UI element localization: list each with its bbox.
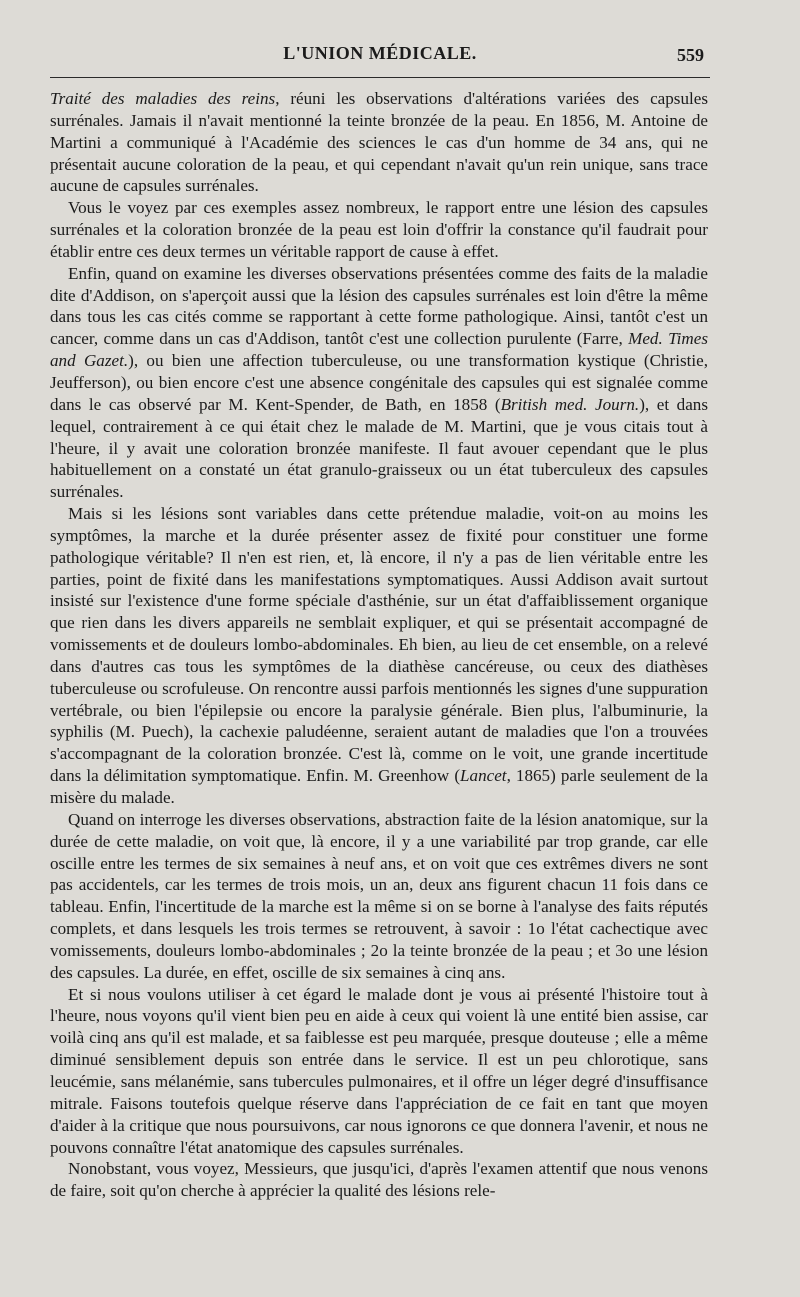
text-run: , réuni les observations d'altérations variées des capsules surrénales. Jamais il n'avait mentionné la teinte bronzée de la peau. En 1856, M. Antoine de Martini a communiqué à l'Académie des sciences le cas d'un homme de 34 ans, qui ne présentait aucune coloration de la peau, et qui cependant n'avait qu'un rein unique, sans trace aucune de capsules surrénales. <box>50 89 708 196</box>
italic-citation: Lancet <box>460 766 507 786</box>
paragraph <box>50 88 708 197</box>
paragraph <box>50 263 708 503</box>
italic-citation: Traité des maladies des reins <box>50 89 276 108</box>
text-run: , 1865) parle seulement de la misère du malade. <box>50 766 708 807</box>
header-rule <box>50 77 710 78</box>
paragraph <box>50 1158 708 1202</box>
paragraph <box>50 984 708 1159</box>
running-title: L'UNION MÉDICALE. <box>283 43 477 63</box>
page-number: 559 <box>677 45 704 65</box>
italic-citation: Med. Times and Gazet. <box>50 329 708 371</box>
italic-citation: British med. Journ. <box>500 394 640 414</box>
text-run: Mais si les lésions sont variables dans cette prétendue maladie, voit-on au moins les symptômes, la marche et la durée présenter assez de fixité pour constituer une forme pathologique véritable? Il n'en est rien, et, là encore, il n'y a pas de lien véritable entre les parties, point de fixité dans les manifestations symptomatiques. Aussi Addison avait surtout insisté sur l'existence d'une forme spéciale d'asthénie, sur un état d'affaiblissement organique que rien dans les divers appareils ne semblait expliquer, et qui se présentait accompagné de vomissements et de douleurs lombo-abdominales. Eh bien, au lieu de cet ensemble, on a relevé dans d'autres cas tous les symptômes de la diathèse cancéreuse, ou ceux des diathèses tuberculeuse ou scrofuleuse. On rencontre aussi parfois mentionnés les signes d'une suppuration vertébrale, ou bien l'épilepsie ou encore la paralysie générale. Bien plus, l'albuminurie, la syphilis (M. Puech), la cachexie paludéenne, seraient autant de maladies que l'on a trouvées s'accompagnant de la coloration bronzée. C'est là, comme on le voit, une grande incertitude dans la délimitation symptomatique. Enfin. M. Greenhow ( <box>50 504 708 786</box>
paragraph <box>50 197 708 263</box>
body-text <box>50 88 708 1202</box>
page-header <box>50 43 710 75</box>
text-run: Et si nous voulons utiliser à cet égard le malade dont je vous ai présenté l'histoire tout à l'heure, nous voyons qu'il vient bien peu en aide à ceux qui voient là une entité bien assise, car voilà cinq ans qu'il est malade, et sa faiblesse est peu marquée, presque douteuse ; elle a même diminué sensiblement depuis son entrée dans le service. Il est un peu chlorotique, sans leucémie, sans mélanémie, sans tubercules pulmonaires, et il offre un léger degré d'insuffisance mitrale. Faisons toutefois quelque réserve dans l'appréciation de ce fait en tant que moyen d'aider à la critique que nous poursuivons, car nous ignorons ce que donnera l'avenir, et nous ne pouvons connaître l'état anatomique des capsules surrénales. <box>50 984 708 1157</box>
text-run: Quand on interroge les diverses observations, abstraction faite de la lésion anatomique, sur la durée de cette maladie, on voit que, là encore, il y a une variabilité par trop grande, car elle oscille entre les termes de six semaines à neuf ans, et on voit que ces extrêmes divers ne sont pas accidentels, car les termes de trois mois, un an, deux ans figurent chacun 11 fois dans ce tableau. Enfin, l'incertitude de la marche est la même si on se borne à l'analyse des faits réputés complets, et dans lesquels les trois termes se retrouvent, à savoir : 1o l'état cachectique avec vomissements, douleurs lombo-abdominales ; 2o la teinte bronzée de la peau ; et 3o une lésion des capsules. La durée, en effet, oscille de six semaines à cinq ans. <box>50 809 708 982</box>
text-run: Enfin, quand on examine les diverses observations présentées comme des faits de la maladie dite d'Addison, on s'aperçoit aussi que la lésion des capsules surrénales est loin d'être la même dans tous les cas cités comme se rapportant à cette forme pathologique. Ainsi, tantôt c'est un cancer, comme dans un cas d'Addison, tantôt c'est une collection purulente (Farre, <box>50 263 708 349</box>
text-run: Nonobstant, vous voyez, Messieurs, que jusqu'ici, d'après l'examen attentif que nous venons de faire, soit qu'on cherche à apprécier la qualité des lésions rele- <box>50 1159 708 1201</box>
paragraph <box>50 503 708 809</box>
text-run: Vous le voyez par ces exemples assez nombreux, le rapport entre une lésion des capsules surrénales et la coloration bronzée de la peau est loin d'offrir la constance qu'il faudrait pour établir entre ces deux termes un véritable rapport de cause à effet. <box>50 198 708 261</box>
paragraph <box>50 809 708 984</box>
text-run: ), ou bien une affection tuberculeuse, ou une transformation kystique (Christie, Jeufferson), ou bien encore c'est une absence congénitale des capsules qui est signalée comme dans le cas observé par M. Kent-Spender, de Bath, en 1858 ( <box>50 351 708 414</box>
text-run: ), et dans lequel, contrairement à ce qui était chez le malade de M. Martini, que je vous citais tout à l'heure, il y avait une coloration bronzée manifeste. Il faut avouer cependant que le plus habituellement on a constaté un état granulo-graisseux ou un état tuberculeux des capsules surrénales. <box>50 394 708 502</box>
